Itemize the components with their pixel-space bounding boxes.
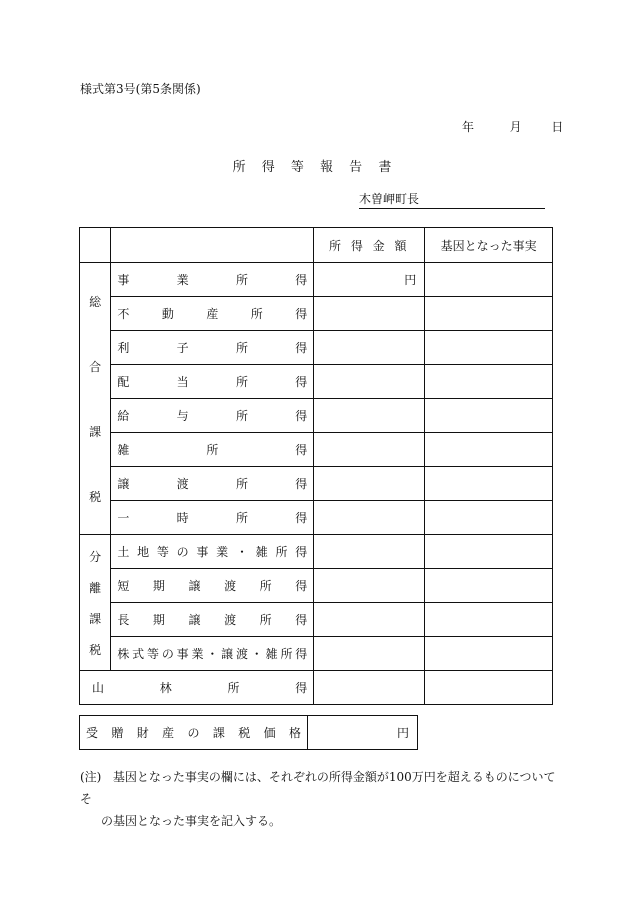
date-line: [462, 118, 563, 135]
row-label-text: 給 与 所 得: [117, 409, 308, 423]
amount-cell[interactable]: [314, 365, 425, 399]
gift-row: [80, 716, 418, 750]
row-label-text: 配 当 所 得: [117, 375, 308, 389]
basis-cell[interactable]: [425, 501, 553, 535]
basis-cell[interactable]: [425, 433, 553, 467]
amount-cell[interactable]: [314, 433, 425, 467]
basis-cell[interactable]: [425, 637, 553, 671]
note-line-2: の基因となった事実を記入する。: [101, 814, 282, 828]
document-title-text: 所 得 等 報 告 書: [232, 160, 398, 175]
header-blank-1: [80, 228, 111, 263]
footnote: [80, 766, 556, 832]
amount-cell[interactable]: [314, 569, 425, 603]
amount-cell[interactable]: [314, 399, 425, 433]
forest-row: [80, 671, 553, 705]
gift-table: [79, 715, 418, 750]
table-row: [80, 263, 553, 297]
date-year: 年: [462, 120, 475, 134]
forest-label-text: 山 林 所 得: [92, 681, 308, 695]
table-row: [80, 603, 553, 637]
table-row: [80, 467, 553, 501]
amount-cell[interactable]: [314, 535, 425, 569]
gift-label: [80, 716, 308, 750]
row-label: [111, 263, 314, 297]
row-label-forest: [80, 671, 314, 705]
basis-cell[interactable]: [425, 569, 553, 603]
row-label-text: 一 時 所 得: [117, 511, 308, 525]
row-label: [111, 331, 314, 365]
table-row: [80, 331, 553, 365]
table-row: [80, 297, 553, 331]
row-label: [111, 569, 314, 603]
row-label: [111, 433, 314, 467]
amount-cell[interactable]: [314, 603, 425, 637]
amount-cell[interactable]: [314, 297, 425, 331]
row-label: [111, 535, 314, 569]
basis-cell[interactable]: [425, 399, 553, 433]
basis-cell[interactable]: [425, 671, 553, 705]
row-label: [111, 399, 314, 433]
basis-cell[interactable]: [425, 535, 553, 569]
amount-cell[interactable]: [314, 671, 425, 705]
table-row: [80, 399, 553, 433]
date-month: 月: [509, 120, 522, 134]
row-label: [111, 501, 314, 535]
row-label-text: 土 地 等 の 事 業 ・ 雑 所 得: [117, 545, 308, 559]
date-day: 日: [551, 120, 564, 134]
amount-cell[interactable]: [314, 501, 425, 535]
amount-cell[interactable]: [314, 467, 425, 501]
addressee: 木曽岬町長: [359, 190, 545, 209]
row-label: [111, 637, 314, 671]
amount-cell[interactable]: [314, 331, 425, 365]
row-label: [111, 365, 314, 399]
row-label: [111, 603, 314, 637]
row-label-text: 短 期 譲 渡 所 得: [117, 579, 308, 593]
table-header-row: [80, 228, 553, 263]
note-marker: (注): [80, 770, 102, 784]
row-label-text: 株 式 等 の 事 業 ・ 譲 渡 ・ 雑 所 得: [117, 647, 308, 661]
header-basis: 基因となった事実: [425, 228, 553, 263]
row-label-text: 利 子 所 得: [117, 341, 308, 355]
table-row: [80, 501, 553, 535]
gift-label-text: 受 贈 財 産 の 課 税 価 格: [86, 726, 302, 740]
note-line-1: 基因となった事実の欄には、それぞれの所得金額が100万円を超えるものについてそ: [80, 770, 556, 806]
table-row: [80, 637, 553, 671]
row-label-text: 不 動 産 所 得: [117, 307, 308, 321]
basis-cell[interactable]: [425, 603, 553, 637]
basis-cell[interactable]: [425, 365, 553, 399]
form-number: 様式第3号(第5条関係): [80, 82, 201, 96]
basis-cell[interactable]: [425, 263, 553, 297]
amount-cell[interactable]: [314, 637, 425, 671]
table-row: [80, 433, 553, 467]
basis-cell[interactable]: [425, 331, 553, 365]
row-label-text: 雑 所 得: [117, 443, 308, 457]
row-label-text: 譲 渡 所 得: [117, 477, 308, 491]
header-amount: 所 得 金 額: [314, 228, 425, 263]
basis-cell[interactable]: [425, 467, 553, 501]
table-row: [80, 365, 553, 399]
amount-cell[interactable]: 円: [314, 263, 425, 297]
header-blank-2: [111, 228, 314, 263]
document-title: [0, 156, 630, 175]
row-label: [111, 297, 314, 331]
income-table: [79, 227, 553, 705]
basis-cell[interactable]: [425, 297, 553, 331]
gift-amount-cell[interactable]: 円: [308, 716, 418, 750]
row-label-text: 長 期 譲 渡 所 得: [117, 613, 308, 627]
group-label-general: 総 合 課 税: [80, 263, 111, 535]
group-label-separate: 分 離 課 税: [80, 535, 111, 671]
table-row: [80, 535, 553, 569]
table-row: [80, 569, 553, 603]
row-label: [111, 467, 314, 501]
row-label-text: 事 業 所 得: [117, 273, 308, 287]
